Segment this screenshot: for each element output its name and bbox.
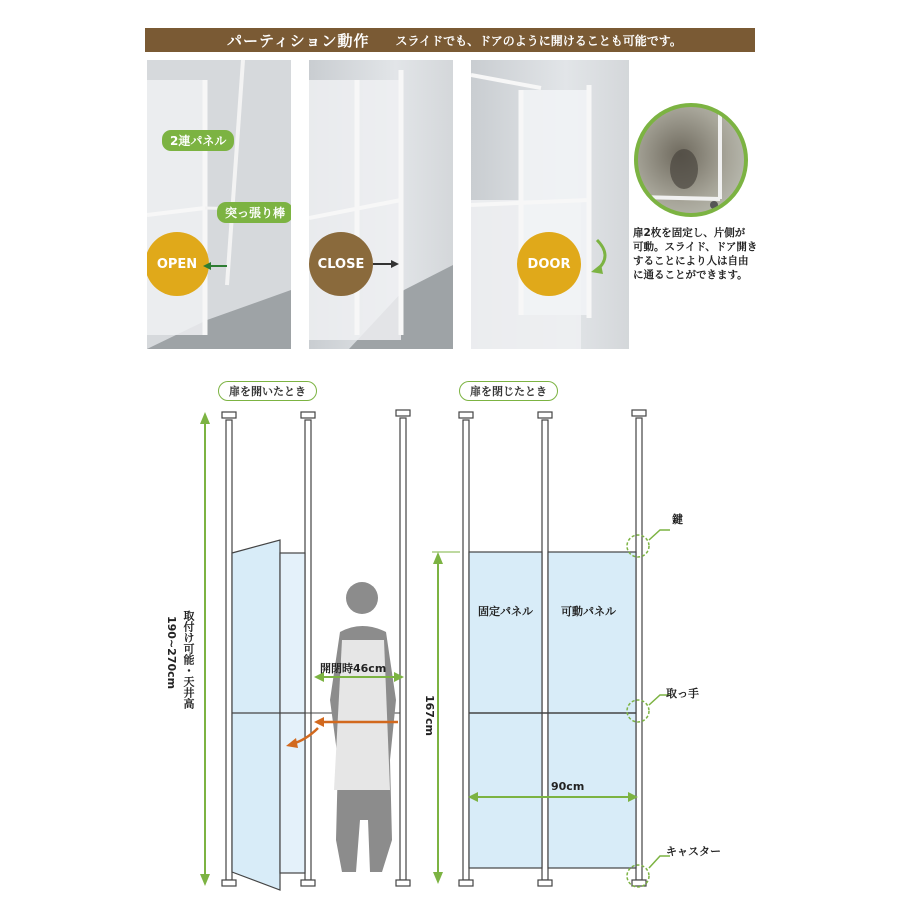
lock-label: 鍵 [672,513,683,526]
note-line: 扉2枚を固定し、片側が [633,227,746,239]
door-label: DOOR [527,256,571,272]
caster-label: キャスター [666,845,721,858]
note-line: に通ることができます。 [633,269,748,281]
movable-panel-label: 可動パネル [561,605,616,618]
ceiling-height-label-line2: 190~270cm [165,616,178,690]
closed-panels [469,552,636,868]
fixed-panel-label: 固定パネル [478,605,533,618]
person-silhouette [330,582,396,872]
opening-width-label: 開閉時46cm [320,662,387,675]
open-label: OPEN [156,256,198,272]
close-label: CLOSE [317,256,365,272]
handle-label: 取っ手 [666,687,699,700]
ceiling-height-arrow [200,412,210,886]
open-state-header: 扉を開いたとき [218,381,317,401]
pole-tag: 突っ張り棒 [217,202,291,223]
panel-width-label: 90cm [551,780,585,793]
right-height-arrow [432,552,460,884]
banner-title: パーティション動作 [227,31,370,50]
ceiling-height-label-line1: 取付け可能・天井高 [182,610,195,709]
closed-state-header: 扉を閉じたとき [459,381,558,401]
note-line: することにより人は自由 [633,255,749,267]
panel-height-label: 167cm [423,695,436,736]
banner-subtitle: スライドでも、ドアのように開けることも可能です。 [395,33,682,48]
panel-tag: 2連パネル [162,130,234,151]
note-line: 可動。スライド、ドア開き [633,241,758,253]
